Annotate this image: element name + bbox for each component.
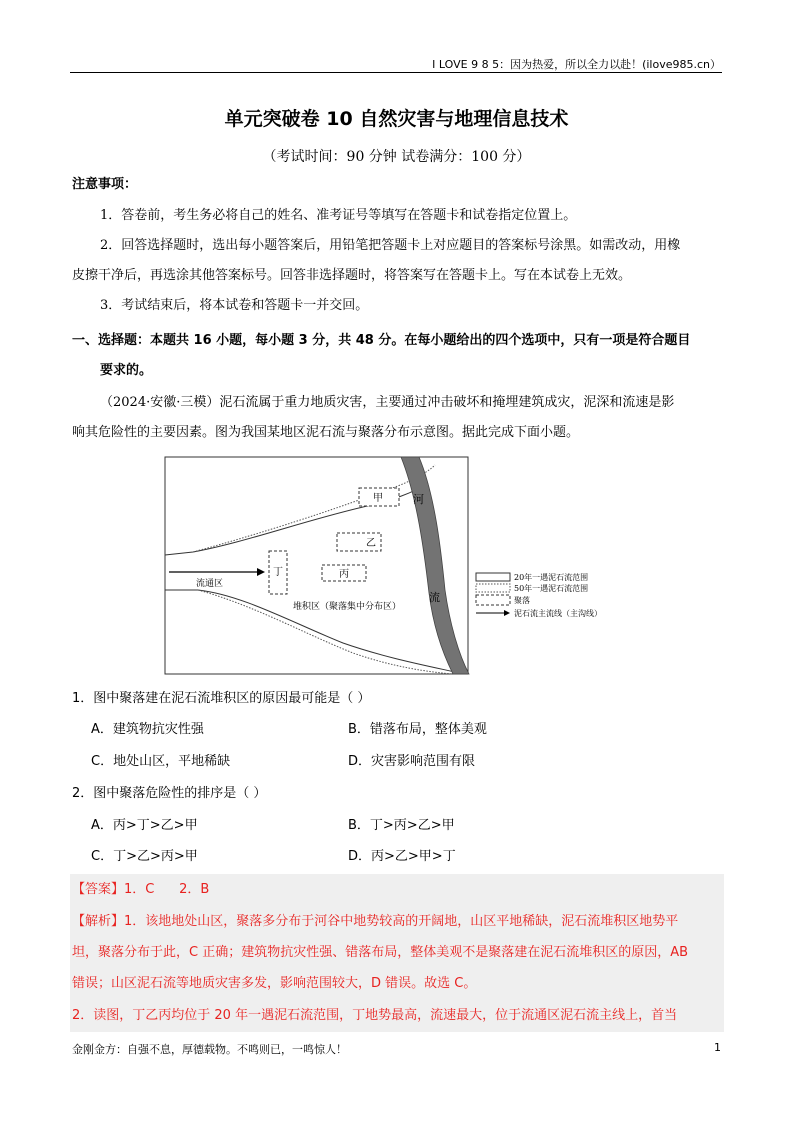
note-item-1: 1．答卷前，考生务必将自己的姓名、准考证号等填写在答题卡和试卷指定位置上。 [100,208,577,223]
answer-text: 1．C 2．B [124,882,210,897]
label-bing: 丙 [339,569,349,580]
debris-flow-map [163,455,633,680]
legend-swatch-50yr [476,584,510,592]
answer-line [72,880,209,900]
river-label-he: 河 [413,493,424,506]
notes-heading: 注意事项： [72,177,138,192]
analysis-line-3: 错误；山区泥石流等地质灾害多发，影响范围较大，D 错误。故选 C。 [72,976,477,991]
question-1-option-b: B．错落布局，整体美观 [348,722,487,737]
label-jia: 甲 [373,493,383,504]
section-heading: 一、选择题：本题共 16 小题，每小题 3 分，共 48 分。在每小题给出的四个选项中，只有一项是符合题目 [72,333,691,348]
legend-label-settlement: 聚落 [514,596,530,605]
legend-swatch-settlement [476,595,510,605]
analysis-text-1: 1．该地地处山区，聚落多分布于河谷中地势较高的开阔地，山区平地稀缺，泥石流堆积区地势平 [124,914,679,929]
answer-label: 【答案】 [72,882,125,897]
page-title: 单元突破卷 10 自然灾害与地理信息技术 [224,108,569,130]
question-2-stem: 2．图中聚落危险性的排序是（ ） [72,786,267,801]
label-flow-zone: 流通区 [196,579,224,589]
map-legend [476,572,602,618]
question-1-option-c: C．地处山区，平地稀缺 [91,754,231,769]
section-heading-cont: 要求的。 [100,363,153,378]
header-divider [70,72,722,73]
question-2-option-b: B．丁>丙>乙>甲 [348,818,455,833]
question-intro: （2024·安徽·三模）泥石流属于重力地质灾害，主要通过冲击破坏和掩埋建筑成灾，泥深和流速是影 [100,395,675,410]
footer-motto: 金刚金方：自强不息，厚德载物。不鸣则已，一鸣惊人！ [72,1043,347,1056]
legend-swatch-20yr [476,573,510,581]
label-deposit-zone: 堆积区（聚落集中分布区） [293,602,402,612]
note-item-3: 3．考试结束后，将本试卷和答题卡一并交回。 [100,298,369,313]
analysis-line-2: 坦，聚落分布于此，C 正确；建筑物抗灾性强、错落布局，整体美观不是聚落建在泥石流堆积区的原因，AB [72,945,689,960]
page-header-text: I LOVE 9 8 5：因为热爱，所以全力以赴！(ilove985.cn） [432,58,721,71]
analysis-line-1 [72,912,678,932]
question-1-option-d: D．灾害影响范围有限 [348,754,476,769]
legend-label-20yr: 20年一遇泥石流范围 [514,573,589,582]
note-item-2-cont: 皮擦干净后，再选涂其他答案标号。回答非选择题时，将答案写在答题卡上。写在本试卷上无效。 [72,268,632,283]
label-yi: 乙 [366,538,376,549]
question-1-stem: 1．图中聚落建在泥石流堆积区的原因最可能是（ ） [72,691,371,706]
river-label-liu: 流 [429,591,440,604]
analysis-label: 【解析】 [72,914,125,929]
note-item-2: 2．回答选择题时，选出每小题答案后，用铅笔把答题卡上对应题目的答案标号涂黑。如需改动，用橡 [100,238,681,253]
analysis-line-4: 2．读图，丁乙丙均位于 20 年一遇泥石流范围，丁地势最高，流速最大，位于流通区泥石流主线上，首当 [72,1008,678,1023]
page-number: 1 [714,1041,721,1054]
question-2-option-d: D．丙>乙>甲>丁 [348,849,456,864]
exam-info: （考试时间：90 分钟 试卷满分：100 分） [262,149,531,165]
question-2-option-a: A．丙>丁>乙>甲 [91,818,198,833]
question-2-option-c: C．丁>乙>丙>甲 [91,849,198,864]
question-1-option-a: A．建筑物抗灾性强 [91,722,204,737]
label-ding: 丁 [273,567,283,578]
legend-label-flowline: 泥石流主流线（主沟线） [514,609,602,618]
question-intro-cont: 响其危险性的主要因素。图为我国某地区泥石流与聚落分布示意图。据此完成下面小题。 [72,425,580,440]
legend-flowline-arrowhead [504,610,510,616]
legend-label-50yr: 50年一遇泥石流范围 [514,584,589,593]
